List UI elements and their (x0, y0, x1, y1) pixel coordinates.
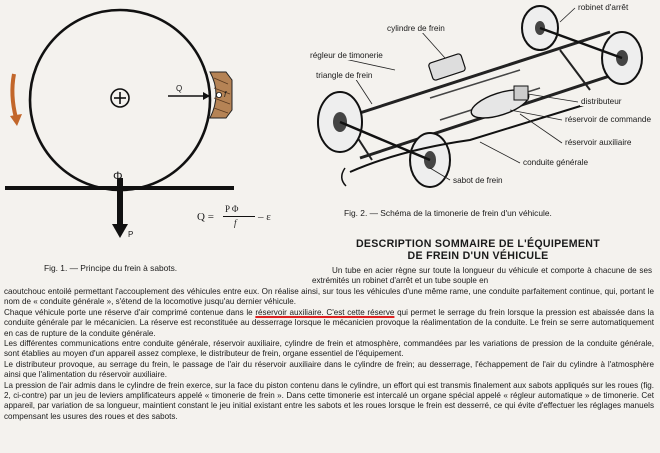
paragraph-3: Les différentes communications entre conduite générale, réservoir auxiliaire, cylindre de frein et atmosphère, commandées par les variations de pression de la conduite générale, sont établies au moyen d'un appareil assez complexe, le distributeur de frein, organe essentiel de l'équipement. (4, 339, 654, 359)
fig1-formula-bar (223, 216, 255, 217)
fig2-label-triangle: triangle de frein (316, 71, 373, 80)
fig2-label-regleur: régleur de timonerie (310, 51, 383, 60)
fig1-formula-num: P Φ (225, 204, 239, 214)
distributor (514, 86, 528, 100)
paragraph-2 (4, 308, 654, 339)
paragraph-4: Le distributeur provoque, au serrage du frein, le passage de l'air du réservoir auxiliaire dans le cylindre de frein; au desserrage, l'échappement de l'air du cylindre à l'atmosphère ainsi que l'alimentation du réservoir auxiliaire. (4, 359, 654, 380)
fig1-label-f: f (224, 90, 227, 99)
fig1-caption: Fig. 1. — Principe du frein à sabots. (44, 263, 178, 273)
brake-cylinder (428, 53, 466, 81)
fig1-formula-lhs: Q = (197, 211, 214, 223)
article-title-line2: DE FREIN D'UN VÉHICULE (407, 250, 549, 262)
paragraph-1: caoutchouc entoilé permettant l'accouplement des véhicules entre eux. On réalise ainsi, sur tous les véhicules d'une même rame, une conduite parfaitement continue, qui, portant le nom de « conduite générale », s'étend de la locomotive jusqu'au dernier véhicule. (4, 287, 654, 307)
fig2-label-cylindre: cylindre de frein (387, 24, 445, 33)
fig2-label-reservoir-auxiliaire: réservoir auxiliaire (565, 138, 632, 147)
paragraph-2-start: Chaque véhicule porte une réserve d'air comprimé contenue dans le (4, 307, 256, 317)
article-body (4, 287, 654, 422)
fig1-formula-rest: – ε (258, 211, 271, 223)
fig2-label-sabot: sabot de frein (453, 176, 503, 185)
fig2-label-conduite: conduite générale (523, 158, 589, 167)
fig1-label-q: Q (176, 84, 183, 93)
fig2-caption: Fig. 2. — Schéma de la timonerie de frein d'un véhicule. (344, 208, 552, 218)
paragraph-5: La pression de l'air admis dans le cylindre de frein exerce, sur la face du piston contenu dans le cylindre, un effort qui est transmis finalement aux sabots appliqués sur les roues (fig. 2, ci-contre) par un jeu de leviers amplificateurs appelé « timonerie de frein ». Dans cette timonerie est intercalé un organe spécial appelé « régleur automatique » de timonerie. Cet appareil, par variation de sa longueur, maintient constant le jeu initial existant entre les sabots et les roues lorsque le frein est desserré, ce qui évite d'effectuer les réglages manuels compensant les usures des roues et des sabots. (4, 380, 654, 421)
fig2-label-reservoir-commande: réservoir de commande (565, 115, 652, 124)
fig1-formula-den: f (234, 218, 237, 228)
fig2-label-distributeur: distributeur (581, 97, 622, 106)
fig1-label-p: P (128, 230, 134, 239)
highlighted-phrase: réservoir auxiliaire. C'est cette réserve (255, 307, 395, 317)
fig1-label-phi: Φ (113, 169, 123, 183)
fig2-label-robinet: robinet d'arrêt (578, 3, 629, 12)
paragraph-2-end: qui permet le serrage du frein lorsque la pression est abaissée dans la conduite générale par le mécanicien. La réserve est reconstituée au desserrage lorsque le mécanicien provoque la réalimentation de la conduite. Le frein se serre automatiquement en cas de rupture de la conduite générale. (4, 307, 655, 338)
article-intro: Un tube en acier règne sur toute la longueur du véhicule et comporte à chacune de ses extrémités un robinet d'arrêt et un tube souple en (312, 266, 652, 286)
article-title-line1: DESCRIPTION SOMMAIRE DE L'ÉQUIPEMENT (355, 238, 601, 250)
